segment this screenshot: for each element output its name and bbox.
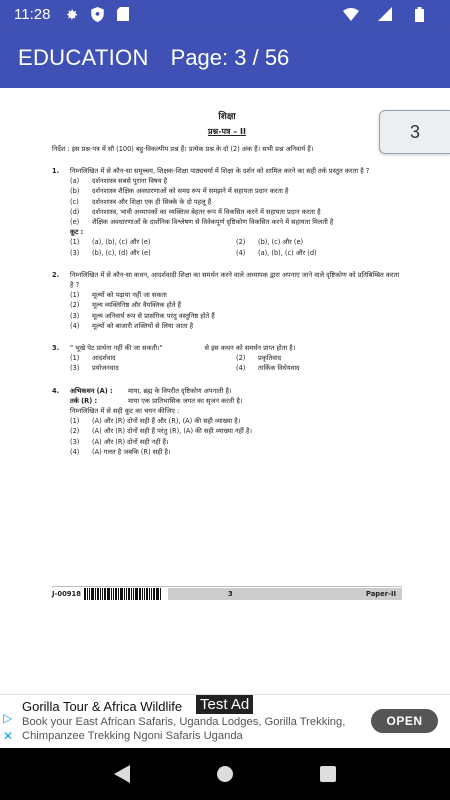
question-stem: " भूखे पेट प्रार्थना नहीं की जा सकती।" से इस कथन को समर्थन प्राप्त होता है। xyxy=(70,344,296,353)
question-number: 1. xyxy=(52,167,60,175)
code-text: प्रकृतिवाद xyxy=(258,354,282,363)
key-label: कूट : xyxy=(70,228,84,237)
close-icon[interactable]: ✕ xyxy=(3,729,14,743)
code-text: (a), (b), (c) और (e) xyxy=(92,238,151,247)
assertion-label: अभिकथन (A) : xyxy=(70,386,113,395)
option xyxy=(70,217,402,227)
option xyxy=(70,197,402,207)
code-text: आदर्शवाद xyxy=(92,354,116,363)
code-label: (3) xyxy=(70,364,80,373)
battery-icon xyxy=(410,5,428,23)
code-label: (3) xyxy=(70,248,80,257)
option-label: (4) xyxy=(70,321,80,330)
open-button[interactable]: OPEN xyxy=(371,709,438,733)
code-label: (2) xyxy=(236,354,246,363)
option-text: दर्शनशास्त्र, भावी अध्यापकों का व्यक्तित्व बेहतर रूप में विकसित करने में सहायता प्रदान करता है xyxy=(92,207,321,216)
ad-badge: Test Ad xyxy=(196,695,253,714)
page-indicator[interactable]: 3 xyxy=(379,110,450,154)
code-text: तार्किक विधेयवाद xyxy=(258,364,300,373)
question-3 xyxy=(52,343,402,374)
instructions: निर्देश : इस प्रश्न-पत्र में सौ (100) बहु-विकल्पीय प्रश्न हैं। प्रत्येक प्रश्न के दो (2) अंक हैं। सभी प्रश्न अनिवार्य हैं। xyxy=(52,145,314,153)
page-footer xyxy=(52,586,402,600)
option-text: शैक्षिक अवधारणाओं के दार्शनिक विश्लेषण से विवेकपूर्ण दृष्टिकोण विकसित करने में सहायता मिलती है xyxy=(92,218,334,227)
question-stem: निम्नलिखित में से कौन-सा समुच्चय, शिक्षक-शिक्षा पाठ्यचर्या में शिक्षा के दर्शन को शामिल करने का सही तर्क प्रस्तुत करता है ? xyxy=(70,167,370,175)
option-text: मूल्यों को पढ़ाया नहीं जा सकता xyxy=(92,291,167,300)
question-number: 2. xyxy=(52,270,60,279)
page-subheading: प्रश्न-पत्र – II xyxy=(207,127,246,136)
question-stem: निम्नलिखित में से कौन-सा कथन, आदर्शवादी शिक्षा का समर्थन करने वाले अध्यापक द्वारा अपनाए जाने वाले दृष्टिकोण को प्रतिबिम्बित करता है ? xyxy=(70,270,400,290)
question-4 xyxy=(52,386,402,457)
wifi-icon xyxy=(342,5,360,23)
option xyxy=(70,207,402,217)
option-text: मूल्य व्यक्तिनिष्ठ और वैयक्तिक होते हैं xyxy=(92,301,182,310)
code-label: (1) xyxy=(70,354,80,363)
option-text: (A) और (R) दोनों सही हैं और (R), (A) की सही व्याख्या है। xyxy=(92,417,241,426)
code-text: (a), (b), (c) और (d) xyxy=(258,248,317,257)
option-label: (c) xyxy=(70,197,79,206)
option-label: (1) xyxy=(70,417,80,426)
code-text: प्रयोजनवाद xyxy=(92,364,119,373)
option-text: (A) और (R) दोनों सही नहीं हैं। xyxy=(92,437,169,446)
pdf-viewer[interactable] xyxy=(0,88,450,694)
question-2 xyxy=(52,270,402,331)
app-title: EDUCATION xyxy=(18,45,149,70)
reason-text: माया एक प्रातिभासिक जगत का सृजन करती है। xyxy=(128,396,243,405)
option-label: (4) xyxy=(70,447,80,456)
footer-code: J-00918 xyxy=(52,589,81,598)
recents-icon[interactable] xyxy=(318,764,338,784)
code-label: (2) xyxy=(236,238,246,247)
option xyxy=(70,186,402,196)
footer-page-number: 3 xyxy=(228,589,233,598)
status-time: 11:28 xyxy=(14,5,51,23)
option-label: (3) xyxy=(70,437,80,446)
code-label: (1) xyxy=(70,238,80,247)
option-text: (A) और (R) दोनों सही हैं परंतु (R), (A) की सही व्याख्या नहीं है। xyxy=(92,427,252,436)
option-text: दर्शनशास्त्र और शिक्षा एक ही सिक्के के दो पहलू हैं xyxy=(92,197,212,206)
code-label: (4) xyxy=(236,364,246,373)
reason-label: तर्क (R) : xyxy=(70,396,98,405)
pdf-page xyxy=(52,106,402,666)
sd-card-icon xyxy=(114,5,132,23)
option-text: दर्शनशास्त्र सबसे पुराना विषय है xyxy=(92,177,168,186)
footer-paper-label: Paper-II xyxy=(365,589,396,598)
page-counter: Page: 3 / 56 xyxy=(170,45,290,70)
code-label: (4) xyxy=(236,248,246,257)
ad-title[interactable]: Gorilla Tour & Africa Wildlife xyxy=(22,699,183,714)
option-text: (A) गलत है जबकि (R) सही है। xyxy=(92,447,171,456)
option-label: (2) xyxy=(70,301,80,310)
question-number: 4. xyxy=(52,386,60,395)
option-label: (e) xyxy=(70,218,80,227)
status-bar xyxy=(0,0,450,28)
home-icon[interactable] xyxy=(215,764,235,784)
option-label: (d) xyxy=(70,207,80,216)
option-text: दर्शनशास्त्र शैक्षिक अवधारणाओं को समग्र रूप में समझने में सहायता प्रदान करता है xyxy=(92,187,289,196)
option-label: (3) xyxy=(70,311,80,320)
option-label: (2) xyxy=(70,427,80,436)
barcode-image xyxy=(84,588,164,600)
signal-icon xyxy=(376,5,394,23)
question-1 xyxy=(52,166,402,258)
navigation-bar xyxy=(0,748,450,800)
back-icon[interactable] xyxy=(112,764,132,784)
question-number: 3. xyxy=(52,344,60,353)
option-text: मूल्यों को बाजारी शक्तियों से लिया जाता है xyxy=(92,321,194,330)
shield-icon xyxy=(88,5,106,23)
code-text: (b), (c), (d) और (e) xyxy=(92,248,151,257)
assertion-text: माया, ब्रह्म के विपरीत दृष्टिकोण अपनाती है। xyxy=(128,386,232,395)
option-label: (b) xyxy=(70,187,80,196)
option xyxy=(70,176,402,186)
option-label: (a) xyxy=(70,177,80,186)
option-label: (1) xyxy=(70,291,80,300)
ad-choices-icon[interactable]: ▷ xyxy=(3,711,13,725)
ad-description[interactable]: Book your East African Safaris, Uganda Lodges, Gorilla Trekking, Chimpanzee Trekking Ngoni Safaris Uganda xyxy=(22,716,346,742)
app-bar xyxy=(0,28,450,88)
ad-banner[interactable] xyxy=(0,694,450,748)
settings-gear-icon xyxy=(62,5,80,23)
code-text: (b), (c) और (e) xyxy=(258,238,304,247)
question-prompt: निम्नलिखित में से सही कूट का चयन कीजिए : xyxy=(70,407,180,416)
page-heading: शिक्षा xyxy=(218,112,236,122)
option-text: मूल्य अनिवार्य रूप से प्रासंगिक परंतु वस्तुनिष्ठ होते हैं xyxy=(92,311,215,320)
